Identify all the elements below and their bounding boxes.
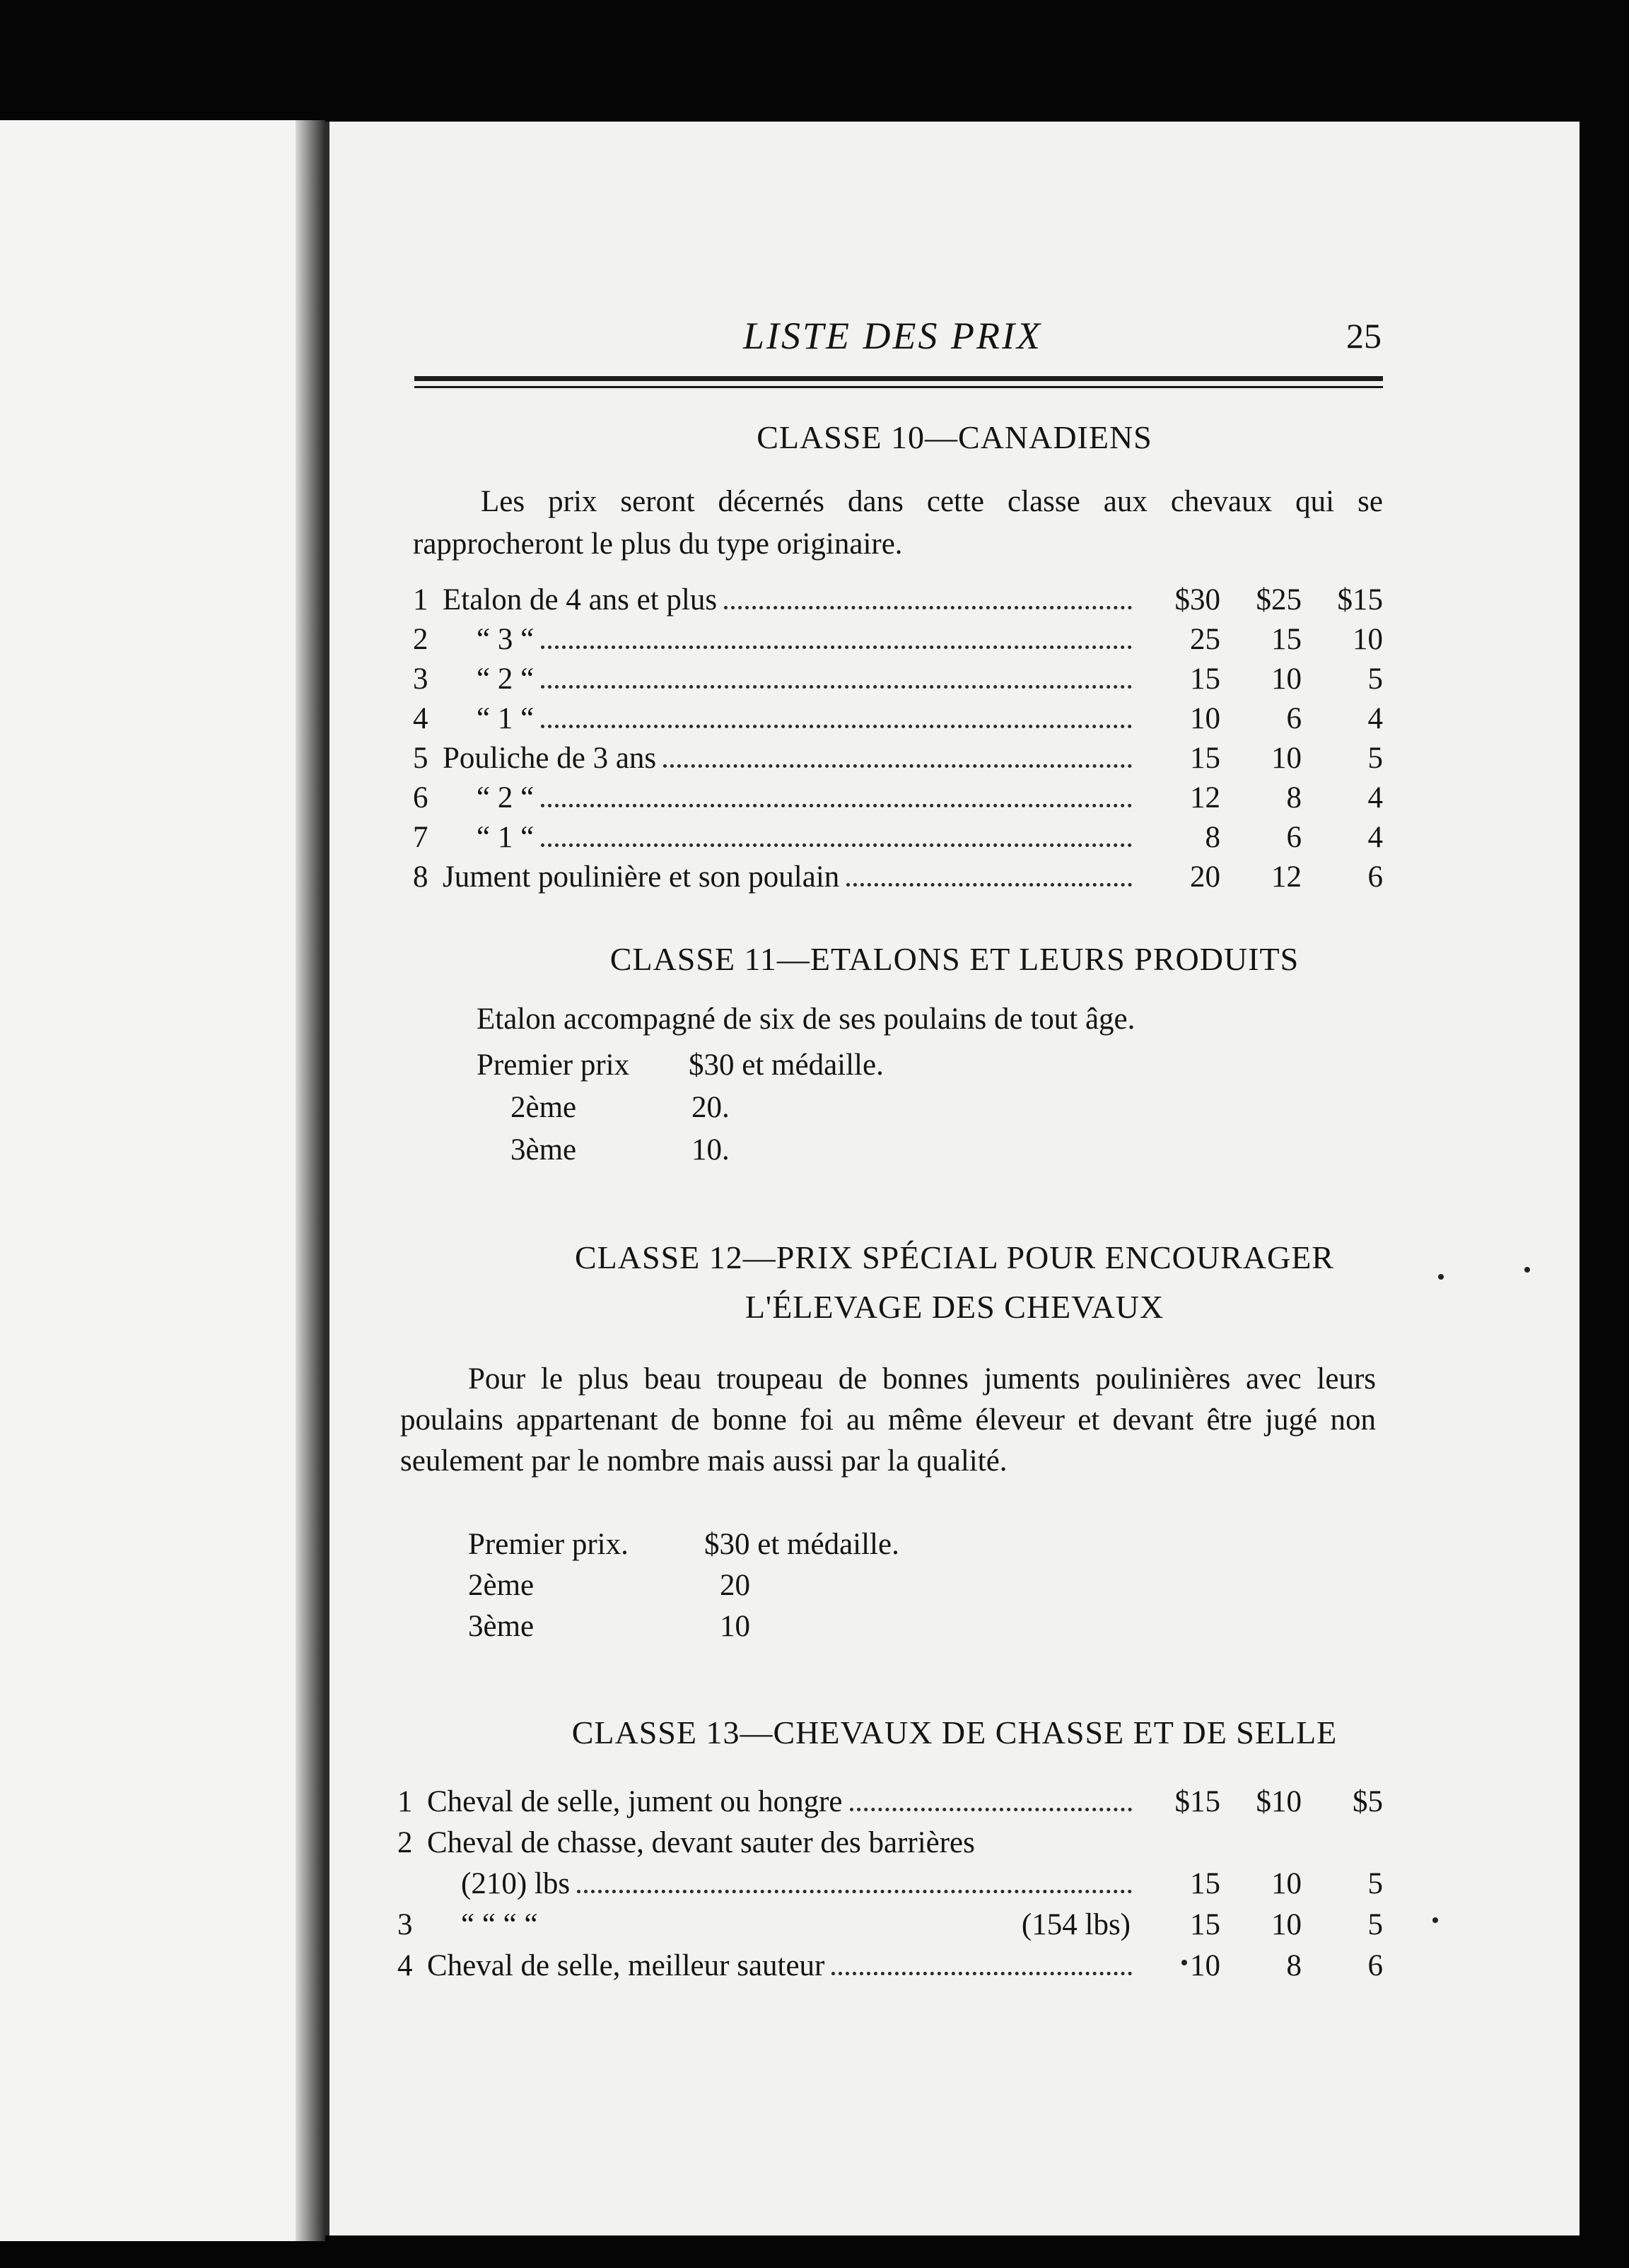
classe11-award-2: [510, 1090, 1005, 1130]
prize-third: 6: [1367, 1949, 1383, 1982]
row-label: “ “ “ “: [461, 1908, 538, 1941]
row-label: Pouliche de 3 ans: [443, 742, 657, 775]
row-label: “ 2 “: [477, 781, 535, 814]
classe12-award-2: [468, 1568, 963, 1608]
award-value: 10: [720, 1610, 750, 1643]
prize-third: 4: [1367, 781, 1383, 814]
classe13-row-4: [397, 1948, 1383, 1988]
prize-third: $5: [1353, 1785, 1383, 1818]
classe12-award-3: [468, 1609, 963, 1649]
prize-second: 10: [1271, 742, 1302, 775]
award-value: 10.: [691, 1133, 730, 1167]
prize-third: 6: [1367, 860, 1383, 894]
classe10-row-5: [413, 741, 1383, 781]
scan-speck: [1181, 1960, 1187, 1965]
page-gutter: [296, 120, 325, 2241]
prize-second: $25: [1256, 583, 1302, 616]
weight-note: (154 lbs): [1021, 1908, 1131, 1941]
prize-third: 5: [1367, 742, 1383, 775]
dot-leader: [541, 725, 1132, 728]
dot-leader: [846, 883, 1132, 887]
prize-second: 10: [1271, 662, 1302, 696]
row-number: 5: [413, 742, 428, 775]
scan-speck: [1524, 1267, 1530, 1273]
scan-speck: [1438, 1274, 1444, 1280]
dot-leader: [663, 764, 1132, 768]
award-label: Premier prix: [477, 1048, 630, 1082]
classe10-row-1: [413, 583, 1383, 622]
header-rule: [414, 376, 1383, 381]
prize-second: 6: [1286, 821, 1302, 854]
classe10-row-3: [413, 662, 1383, 701]
classe10-row-8: [413, 860, 1383, 899]
classe13-row-2-cont: [397, 1866, 1383, 1906]
row-number: 1: [413, 583, 428, 616]
row-label: (210) lbs: [461, 1867, 571, 1900]
prize-first: $15: [1174, 1785, 1220, 1818]
classe10-row-2: [413, 622, 1383, 662]
classe13-row-3: [397, 1907, 1383, 1947]
running-head-title: LISTE DES PRIX: [743, 315, 1042, 357]
row-number: 8: [413, 860, 428, 894]
prize-first: 25: [1190, 623, 1220, 656]
award-label: 2ème: [510, 1091, 577, 1124]
prize-first: 15: [1190, 1908, 1220, 1941]
prize-second: 10: [1271, 1867, 1302, 1900]
classe11-award-1: [477, 1048, 1113, 1087]
prize-first: 15: [1190, 1867, 1220, 1900]
classe12-intro: Pour le plus beau troupeau de bonnes juments poulinières avec leurs poulains appartenant de bonne foi au même éleveur et devant être jugé non seulement par le nombre mais aussi par la qualité.: [400, 1362, 1376, 1478]
prize-third: 5: [1367, 662, 1383, 696]
prize-second: 15: [1271, 623, 1302, 656]
classe11-intro: Etalon accompagné de six de ses poulains de tout âge.: [477, 1003, 1135, 1036]
prize-third: 4: [1367, 821, 1383, 854]
prize-first: $30: [1174, 583, 1220, 616]
award-label: 3ème: [468, 1610, 535, 1643]
row-label: “ 1 “: [477, 821, 535, 854]
prize-third: 10: [1353, 623, 1383, 656]
scan-speck: [1432, 1917, 1438, 1923]
dot-leader: [541, 645, 1132, 649]
prize-first: 15: [1190, 742, 1220, 775]
prize-second: 8: [1286, 781, 1302, 814]
prize-first: 20: [1190, 860, 1220, 894]
row-number: 2: [397, 1826, 413, 1859]
row-label: Jument poulinière et son poulain: [443, 860, 840, 894]
classe10-intro: Les prix seront décernés dans cette classe aux chevaux qui se rapprocheront le plus du type originaire.: [413, 485, 1383, 561]
prize-first: 12: [1190, 781, 1220, 814]
award-value: $30 et médaille.: [689, 1048, 884, 1082]
facing-page: [0, 120, 325, 2241]
dot-leader: [541, 843, 1132, 847]
prize-third: 5: [1367, 1908, 1383, 1941]
classe13-row-1: [397, 1784, 1383, 1824]
prize-third: $15: [1337, 583, 1383, 616]
row-label: “ 3 “: [477, 623, 535, 656]
classe12-award-1: [468, 1527, 1104, 1567]
header-rule-thin: [414, 386, 1383, 388]
classe13-heading: CLASSE 13—CHEVAUX DE CHASSE ET DE SELLE: [571, 1714, 1338, 1750]
award-value: $30 et médaille.: [704, 1528, 899, 1561]
prize-third: 4: [1367, 702, 1383, 735]
prize-second: 8: [1286, 1949, 1302, 1982]
row-number: 1: [397, 1785, 413, 1818]
row-number: 3: [413, 662, 428, 696]
prize-first: 15: [1190, 662, 1220, 696]
award-label: 3ème: [510, 1133, 577, 1167]
classe10-row-7: [413, 820, 1383, 860]
row-number: 6: [413, 781, 428, 814]
page-number: 25: [1346, 316, 1382, 356]
dot-leader: [831, 1972, 1132, 1975]
award-label: 2ème: [468, 1569, 535, 1602]
award-value: 20: [720, 1569, 750, 1602]
classe11-award-3: [510, 1133, 1005, 1172]
row-number: 4: [397, 1949, 413, 1982]
row-label: “ 1 “: [477, 702, 535, 735]
prize-second: $10: [1256, 1785, 1302, 1818]
classe10-row-6: [413, 781, 1383, 820]
row-number: 3: [397, 1908, 413, 1941]
prize-first: 8: [1205, 821, 1220, 854]
classe11-heading: CLASSE 11—ETALONS ET LEURS PRODUITS: [609, 941, 1300, 977]
row-label: “ 2 “: [477, 662, 535, 696]
dot-leader: [850, 1808, 1132, 1811]
row-number: 7: [413, 821, 428, 854]
prize-second: 10: [1271, 1908, 1302, 1941]
award-value: 20.: [691, 1091, 730, 1124]
running-head: [329, 314, 1580, 370]
row-number: 2: [413, 623, 428, 656]
classe12-heading-line1: CLASSE 12—PRIX SPÉCIAL POUR ENCOURAGER: [575, 1239, 1334, 1275]
book-page: [325, 122, 1580, 2235]
prize-first: 10: [1190, 1949, 1220, 1982]
prize-third: 5: [1367, 1867, 1383, 1900]
classe13-row-2: [397, 1825, 1383, 1865]
row-label: Cheval de selle, meilleur sauteur: [427, 1949, 825, 1982]
classe10-heading: CLASSE 10—CANADIENS: [757, 419, 1152, 455]
row-label: Etalon de 4 ans et plus: [443, 583, 718, 616]
row-number: 4: [413, 702, 428, 735]
dot-leader: [541, 685, 1132, 689]
row-label: Cheval de selle, jument ou hongre: [427, 1785, 843, 1818]
dot-leader: [541, 804, 1132, 807]
dot-leader: [577, 1890, 1132, 1893]
classe12-heading-line2: L'ÉLEVAGE DES CHEVAUX: [745, 1289, 1164, 1325]
prize-first: 10: [1190, 702, 1220, 735]
prize-second: 6: [1286, 702, 1302, 735]
classe10-row-4: [413, 701, 1383, 741]
prize-second: 12: [1271, 860, 1302, 894]
award-label: Premier prix.: [468, 1528, 629, 1561]
row-label: Cheval de chasse, devant sauter des barrières: [427, 1826, 975, 1859]
dot-leader: [724, 606, 1132, 609]
